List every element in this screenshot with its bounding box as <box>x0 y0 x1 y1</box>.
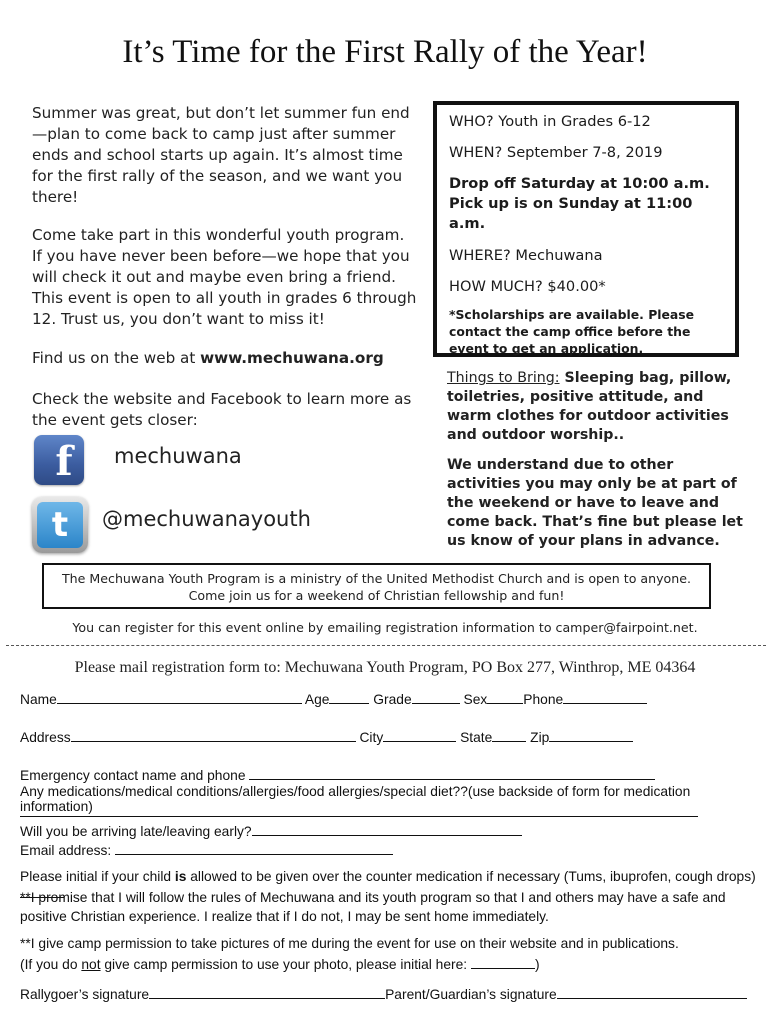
state-label: State <box>460 730 493 745</box>
twitter-icon[interactable]: t <box>32 497 88 553</box>
mail-instructions: Please mail registration form to: Mechuwana Youth Program, PO Box 277, Winthrop, ME 04364 <box>74 659 696 676</box>
online-registration-note: You can register for this event online by emailing registration information to camper@fairpoint.net. <box>72 620 698 635</box>
age-label: Age <box>304 692 330 707</box>
medications-field[interactable] <box>20 816 698 817</box>
emergency-field[interactable] <box>249 766 655 780</box>
web-line <box>32 348 417 369</box>
intro-paragraph-program: Come take part in this wonderful youth program. If you have never been before—we hope that you will check it out and maybe even bring a friend. This event is open to all youth in grades 6 through 12. Trust us, you don’t want to miss it! <box>32 226 417 328</box>
who-line: WHO? Youth in Grades 6-12 <box>449 113 651 130</box>
ministry-line-1: The Mechuwana Youth Program is a ministry of the United Methodist Church and is open to anyone. <box>61 571 691 586</box>
form-row-emergency <box>20 766 760 783</box>
dashed-cut-line <box>6 645 766 646</box>
photo-text-not: not <box>81 957 101 972</box>
address-label: Address <box>20 730 71 745</box>
rallygoer-signature-field[interactable] <box>149 985 385 999</box>
initial-text-pre: Please initial if your child <box>20 869 175 884</box>
ministry-line-2: Come join us for a weekend of Christian fellowship and fun! <box>188 588 565 603</box>
sex-label: Sex <box>463 692 488 707</box>
name-field[interactable] <box>57 690 302 704</box>
photo-permission: **I give camp permission to take pictures of me during the event for use on their website and in publications. <box>20 936 679 951</box>
where-line: WHERE? Mechuwana <box>449 247 603 264</box>
website-link[interactable]: www.mechuwana.org <box>200 349 384 367</box>
grade-label: Grade <box>373 692 412 707</box>
ministry-box <box>42 563 711 609</box>
things-to-bring-items: Sleeping bag, pillow, toiletries, positive attitude, and warm clothes for outdoor activities and outdoor worship.. <box>447 370 732 443</box>
email-field[interactable] <box>115 841 393 855</box>
initial-text-post: allowed to be given over the counter medication if necessary (Tums, ibuprofen, cough drops) <box>186 869 756 884</box>
parent-signature-label: Parent/Guardian’s signature <box>385 987 557 1002</box>
phone-field[interactable] <box>563 690 647 704</box>
name-label: Name <box>20 692 57 707</box>
photo-opt-out <box>20 955 760 972</box>
when-line: WHEN? September 7-8, 2019 <box>449 144 663 161</box>
promise-statement: **I promise that I will follow the rules of Mechuwana and its youth program so that I and others may have a safe and positive Christian experience. I realize that if I do not, I may be sent home immediately. <box>20 890 726 924</box>
event-info-box <box>433 101 739 357</box>
form-row-medications <box>20 784 760 814</box>
form-row-signatures <box>20 985 760 1002</box>
form-row-name <box>20 690 760 707</box>
photo-text-post: give camp permission to use your photo, please initial here: <box>100 957 471 972</box>
zip-label: Zip <box>530 730 550 745</box>
arriving-field[interactable] <box>252 822 522 836</box>
address-field[interactable] <box>71 728 356 742</box>
things-to-bring-label: Things to Bring: <box>447 370 560 386</box>
things-to-bring <box>447 369 747 445</box>
facebook-icon[interactable]: f <box>34 435 84 485</box>
age-field[interactable] <box>329 690 369 704</box>
intro-paragraph-check: Check the website and Facebook to learn more as the event gets closer: <box>32 390 412 429</box>
initial-text-bold: is <box>174 869 187 884</box>
form-row-email <box>20 841 760 858</box>
zip-field[interactable] <box>549 728 633 742</box>
arriving-label: Will you be arriving late/leaving early? <box>20 824 252 839</box>
pickup-line: Pick up is on Sunday at 11:00 a.m. <box>449 195 693 232</box>
facebook-handle: mechuwana <box>114 444 242 468</box>
scholarship-note: *Scholarships are available. Please contact the camp office before the event to get an application. <box>449 307 695 356</box>
photo-text-end: ) <box>534 957 540 972</box>
form-row-arriving <box>20 822 760 839</box>
medications-label: Any medications/medical conditions/allergies/food allergies/special diet??(use backside of form for medication information) <box>20 784 691 814</box>
web-prefix: Find us on the web at <box>32 349 201 367</box>
rallygoer-signature-label: Rallygoer’s signature <box>20 987 150 1002</box>
twitter-handle: @mechuwanayouth <box>102 507 311 531</box>
dropoff-line: Drop off Saturday at 10:00 a.m. <box>449 175 710 192</box>
attendance-note: We understand due to other activities you may only be at part of the weekend or have to leave and come back. That’s fine but please let us know of your plans in advance. <box>447 457 743 549</box>
cost-line: HOW MUCH? $40.00* <box>449 278 606 295</box>
photo-initial-field[interactable] <box>471 955 535 969</box>
page-title: It’s Time for the First Rally of the Year! <box>122 34 648 70</box>
city-field[interactable] <box>383 728 456 742</box>
sex-field[interactable] <box>487 690 523 704</box>
email-label: Email address: <box>20 843 112 858</box>
parent-signature-field[interactable] <box>557 985 747 999</box>
photo-text-pre: (If you do <box>20 957 82 972</box>
phone-label: Phone <box>523 692 564 707</box>
state-field[interactable] <box>492 728 526 742</box>
grade-field[interactable] <box>412 690 460 704</box>
intro-paragraph-summer: Summer was great, but don’t let summer fun end—plan to come back to camp just after summer ends and school starts up again. It’s almost time for the first rally of the season, and we want you there! <box>32 104 410 206</box>
emergency-label: Emergency contact name and phone <box>20 768 246 783</box>
city-label: City <box>359 730 384 745</box>
form-row-address <box>20 728 760 745</box>
